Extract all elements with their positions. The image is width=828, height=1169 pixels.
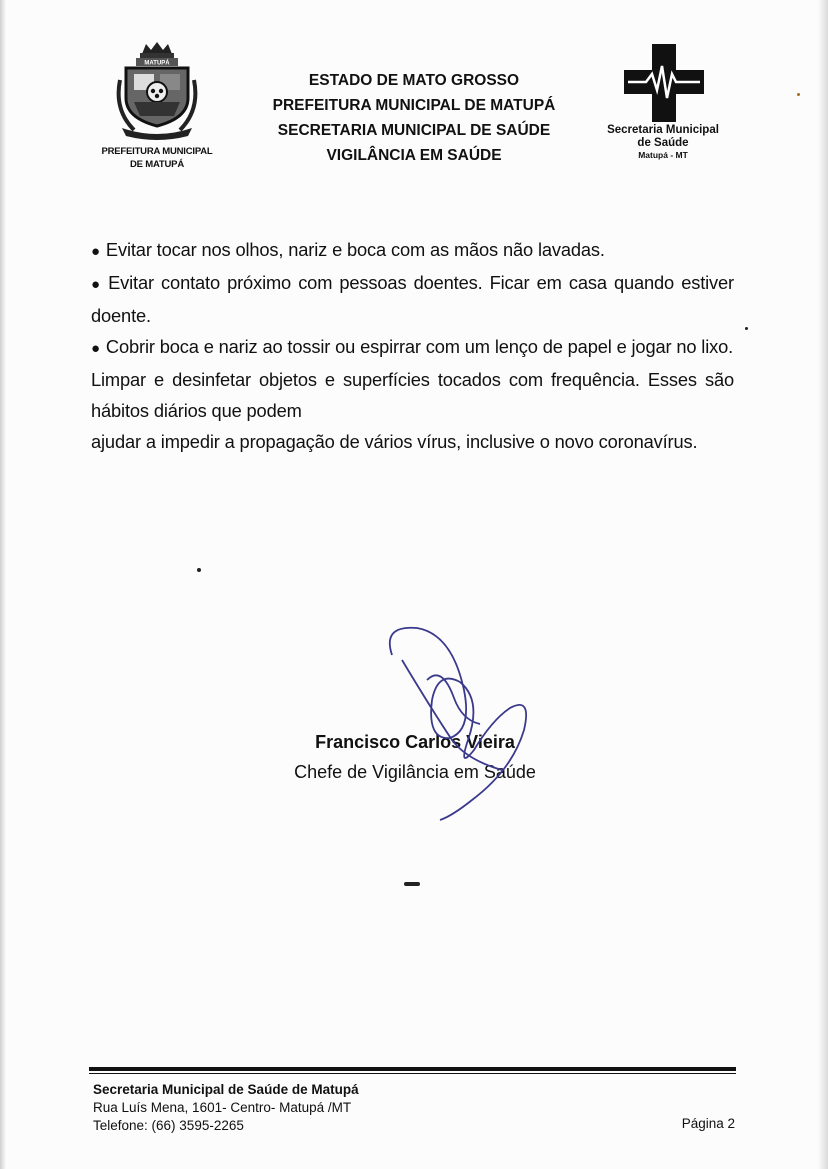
- bullet-dot-icon: ●: [91, 276, 103, 293]
- municipal-crest-logo: [112, 40, 202, 140]
- scan-speck: [797, 93, 800, 96]
- bullet-text: Evitar tocar nos olhos, nariz e boca com as mãos não lavadas.: [105, 239, 605, 260]
- document-body: [91, 234, 734, 457]
- page-edge-shadow: [818, 0, 828, 1169]
- bullet-dot-icon: ●: [91, 340, 100, 357]
- footer-contact: [93, 1081, 359, 1135]
- footer-phone: Telefone: (66) 3595-2265: [93, 1118, 244, 1133]
- footer-divider: [89, 1067, 736, 1071]
- signer-role: Chefe de Vigilância em Saúde: [294, 762, 536, 782]
- footer-organization: Secretaria Municipal de Saúde de Matupá: [93, 1082, 359, 1097]
- bullet-item: [91, 267, 734, 331]
- letterhead-line: PREFEITURA MUNICIPAL DE MATUPÁ: [272, 97, 556, 114]
- letterhead-title: [238, 68, 590, 168]
- scan-speck: [745, 327, 748, 330]
- scan-speck: [404, 882, 420, 886]
- bullet-text: Cobrir boca e nariz ao tossir ou espirrar com um lenço de papel e jogar no lixo.: [105, 336, 734, 357]
- letterhead-line: SECRETARIA MUNICIPAL DE SAÚDE: [277, 122, 551, 139]
- health-caption-line: Matupá - MT: [638, 150, 688, 160]
- bullet-item: [91, 331, 734, 364]
- letterhead-line: VIGILÂNCIA EM SAÚDE: [326, 147, 502, 164]
- letterhead-line: ESTADO DE MATO GROSSO: [308, 72, 520, 89]
- bullet-item: [91, 234, 734, 267]
- signer-name: Francisco Carlos Vieira: [315, 732, 515, 752]
- body-paragraph: ajudar a impedir a propagação de vários vírus, inclusive o novo coronavírus.: [91, 431, 698, 452]
- footer-divider: [89, 1073, 736, 1074]
- crest-caption: [84, 145, 230, 171]
- scan-speck: [197, 568, 201, 572]
- crest-caption-line: PREFEITURA MUNICIPAL: [101, 146, 213, 157]
- body-paragraph: Limpar e desinfetar objetos e superfícies tocados com frequência. Esses são hábitos diários que podem: [91, 369, 734, 421]
- bullet-dot-icon: ●: [91, 243, 100, 260]
- bullet-text: Evitar contato próximo com pessoas doentes. Ficar em casa quando estiver doente.: [91, 272, 734, 326]
- page-number: Página 2: [681, 1116, 735, 1131]
- health-cross-logo: [624, 44, 704, 122]
- footer-address: Rua Luís Mena, 1601- Centro- Matupá /MT: [93, 1100, 352, 1115]
- page-edge-shadow: [0, 0, 6, 1169]
- health-caption-line: de Saúde: [637, 137, 689, 149]
- crest-banner-text: MATUPÁ: [144, 60, 170, 67]
- health-caption-line: Secretaria Municipal: [607, 124, 719, 136]
- handwritten-signature: [372, 620, 562, 830]
- health-logo-caption: [596, 124, 730, 161]
- crest-caption-line: DE MATUPÁ: [130, 159, 184, 170]
